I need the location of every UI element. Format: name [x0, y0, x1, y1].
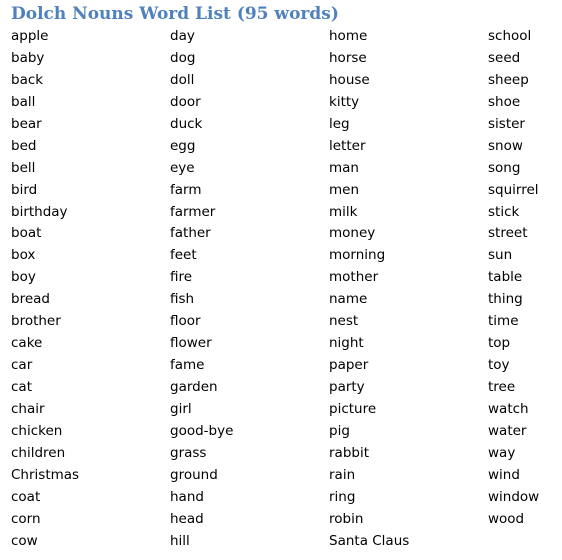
word-item: tree	[488, 379, 516, 395]
word-column-3	[329, 26, 409, 553]
word-item: fame	[170, 357, 205, 374]
word-item: nest	[329, 313, 359, 330]
word-item: feet	[170, 247, 197, 264]
word-item: wood	[488, 510, 525, 527]
word-item: leg	[329, 115, 350, 132]
word-item: dog	[170, 49, 196, 66]
word-item: horse	[329, 49, 367, 66]
word-item: sheep	[488, 71, 529, 88]
word-item: ball	[11, 93, 36, 110]
word-item: party	[329, 379, 365, 395]
word-item: farm	[170, 181, 202, 198]
word-item: bird	[11, 181, 38, 198]
word-item: bread	[11, 291, 50, 308]
word-item: water	[488, 422, 527, 439]
word-item: stick	[488, 203, 520, 220]
word-item: seed	[488, 49, 521, 66]
word-item: head	[170, 510, 204, 527]
word-item: day	[170, 28, 195, 44]
word-item: song	[488, 159, 521, 176]
word-item: window	[488, 488, 540, 505]
word-item: sun	[488, 247, 513, 264]
word-item: cake	[11, 335, 43, 352]
word-item: rabbit	[329, 444, 370, 461]
word-item: robin	[329, 510, 364, 527]
word-item: door	[170, 93, 201, 110]
word-item: chair	[11, 400, 45, 417]
word-item: Christmas	[11, 466, 80, 483]
word-item: eye	[170, 159, 195, 176]
word-item: chicken	[11, 422, 63, 439]
word-item: rain	[329, 466, 356, 483]
word-item: boy	[11, 269, 36, 286]
word-item: back	[11, 71, 44, 88]
word-column-1	[11, 26, 79, 553]
word-item: hand	[170, 488, 204, 505]
word-item: flower	[170, 335, 212, 352]
word-item: kitty	[329, 93, 360, 110]
word-item: watch	[488, 400, 529, 417]
word-item: bed	[11, 137, 37, 154]
word-item: floor	[170, 313, 201, 330]
word-item: paper	[329, 357, 369, 374]
word-item: egg	[170, 137, 196, 154]
word-item: good-bye	[170, 422, 234, 439]
word-item: wind	[488, 466, 520, 483]
word-item: top	[488, 335, 511, 352]
word-item: time	[488, 313, 519, 330]
word-item: table	[488, 269, 523, 286]
word-item: shoe	[488, 93, 521, 110]
word-item: ring	[329, 488, 356, 505]
word-item: Santa Claus	[329, 532, 410, 549]
word-item: house	[329, 71, 370, 88]
word-item: duck	[170, 115, 203, 132]
word-item: hill	[170, 532, 190, 549]
word-item: girl	[170, 400, 192, 417]
word-item: corn	[11, 510, 41, 527]
word-item: picture	[329, 400, 377, 417]
word-item: brother	[11, 313, 61, 330]
word-item: pig	[329, 422, 350, 439]
word-item: man	[329, 159, 359, 176]
word-item: squirrel	[488, 181, 539, 198]
word-item: mother	[329, 269, 379, 286]
word-item: home	[329, 28, 368, 44]
word-item: morning	[329, 247, 386, 264]
word-item: birthday	[11, 203, 68, 220]
word-item: ground	[170, 466, 218, 483]
page-title: Dolch Nouns Word List (95 words)	[11, 4, 339, 24]
word-item: box	[11, 247, 36, 264]
word-item: night	[329, 335, 364, 352]
word-item: school	[488, 28, 532, 44]
word-item: letter	[329, 137, 366, 154]
word-item: money	[329, 225, 376, 242]
word-item: milk	[329, 203, 358, 220]
word-item: fire	[170, 269, 193, 286]
word-item: children	[11, 444, 66, 461]
word-item: cow	[11, 532, 38, 549]
word-item: cat	[11, 379, 32, 395]
word-column-2	[170, 26, 233, 553]
word-item: sister	[488, 115, 525, 132]
word-item: way	[488, 444, 516, 461]
word-item: thing	[488, 291, 523, 308]
word-item: grass	[170, 444, 207, 461]
word-item: bell	[11, 159, 36, 176]
word-item: farmer	[170, 203, 216, 220]
word-item: men	[329, 181, 360, 198]
word-item: snow	[488, 137, 523, 154]
word-item: garden	[170, 379, 218, 395]
word-item: name	[329, 291, 368, 308]
word-item: boat	[11, 225, 42, 242]
word-item: father	[170, 225, 211, 242]
word-item: coat	[11, 488, 41, 505]
word-item: street	[488, 225, 528, 242]
word-item: toy	[488, 357, 510, 374]
word-item: doll	[170, 71, 195, 88]
word-item: fish	[170, 291, 195, 308]
word-column-4	[488, 26, 539, 531]
word-item: bear	[11, 115, 42, 132]
word-item: apple	[11, 28, 49, 44]
word-item: baby	[11, 49, 45, 66]
word-item: car	[11, 357, 33, 374]
